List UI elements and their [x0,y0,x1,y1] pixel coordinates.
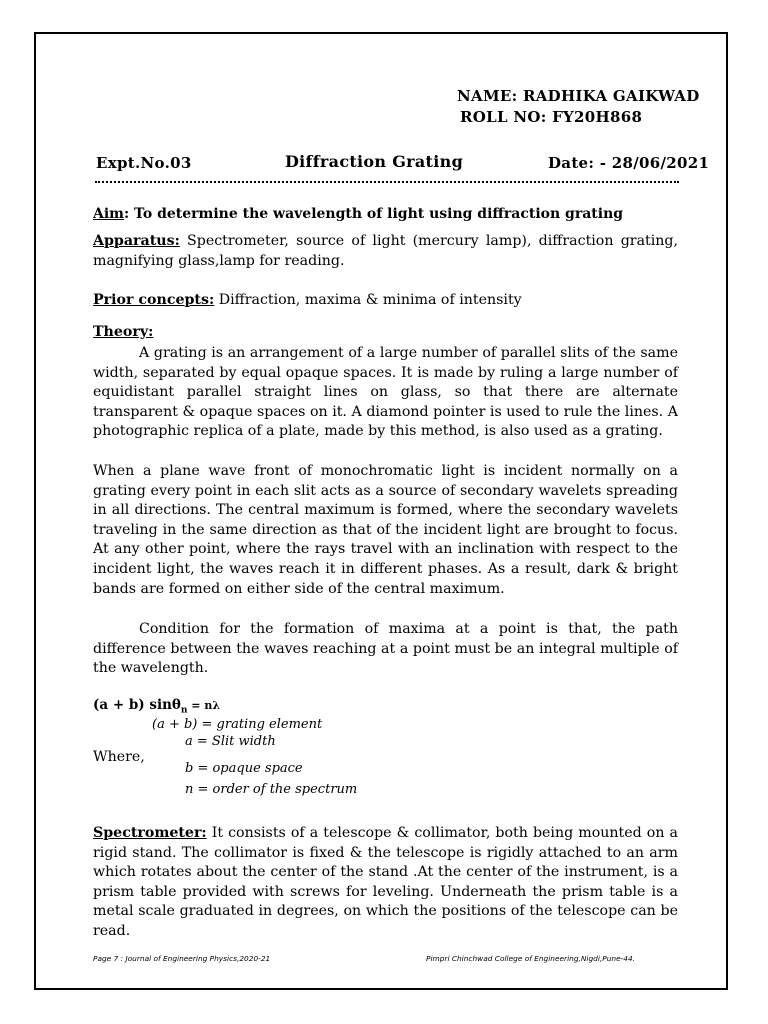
where-label: Where, [93,749,145,765]
roll-number: ROLL NO: FY20H868 [460,108,643,126]
equation-subscript: n [180,705,188,716]
apparatus-section [93,232,678,271]
spectrometer-text: It consists of a telescope & collimator, both being mounted on a rigid stand. The collimator is fixed & the telescope is rigidly attached to an arm which rotates about the center of the stand .At the center of the instrument, is a prism table provided with screws for leveling. Underneath the prism table is a metal scale graduated in degrees, on which the positions of the telescope can be read. [93,825,678,939]
equation-lhs: (a + b) sinθ [93,697,181,713]
aim-section [93,206,623,222]
definition-opaque-space: b = opaque space [185,761,303,776]
experiment-date: Date: - 28/06/2021 [548,154,710,172]
experiment-title: Diffraction Grating [285,152,464,171]
footer-right: Pimpri Chinchwad College of Engineering,Nigdi,Pune-44. [426,954,636,963]
theory-label: Theory: [93,324,154,340]
definition-order: n = order of the spectrum [185,782,358,797]
theory-paragraph-2: When a plane wave front of monochromatic light is incident normally on a grating every point in each slit acts as a source of secondary wavelets spreading in all directions. The central maximum is formed, where the secondary wavelets traveling in the same direction as that of the incident light are brought to focus. At any other point, where the rays travel with an inclination with respect to the incident light, the waves reach it in different phases. As a result, dark & bright bands are formed on either side of the central maximum. [93,463,678,597]
definition-grating-element: (a + b) = grating element [152,717,323,732]
definition-slit-width: a = Slit width [185,734,276,749]
header-divider [95,181,679,183]
spectrometer-label: Spectrometer: [93,825,207,841]
student-name: NAME: RADHIKA GAIKWAD [457,87,700,105]
theory-paragraph-1: A grating is an arrangement of a large number of parallel slits of the same width, separated by equal opaque spaces. It is made by ruling a large number of equidistant parallel straight lines on glass, so that there are alternate transparent & opaque spaces on it. A diamond pointer is used to rule the lines. A photographic replica of a plate, made by this method, is also used as a grating. [93,345,678,440]
aim-text: : To determine the wavelength of light using diffraction grating [124,206,624,222]
spectrometer-section [93,824,678,942]
theory-paragraph-3: Condition for the formation of maxima at a point is that, the path difference between the waves reaching at a point must be an integral multiple of the wavelength. [93,621,678,677]
grating-equation [93,697,220,716]
prior-concepts-text: Diffraction, maxima & minima of intensity [214,292,522,308]
experiment-number: Expt.No.03 [96,154,192,172]
apparatus-label: Apparatus: [93,233,180,249]
equation-rhs: = nλ [187,699,221,712]
apparatus-text: Spectrometer, source of light (mercury lamp), diffraction grating, magnifying glass,lamp for reading. [93,233,678,269]
footer-left: Page 7 : Journal of Engineering Physics,2020-21 [93,954,271,963]
aim-label: Aim [93,206,124,222]
prior-concepts-label: Prior concepts: [93,292,215,308]
prior-concepts-section [93,291,678,311]
